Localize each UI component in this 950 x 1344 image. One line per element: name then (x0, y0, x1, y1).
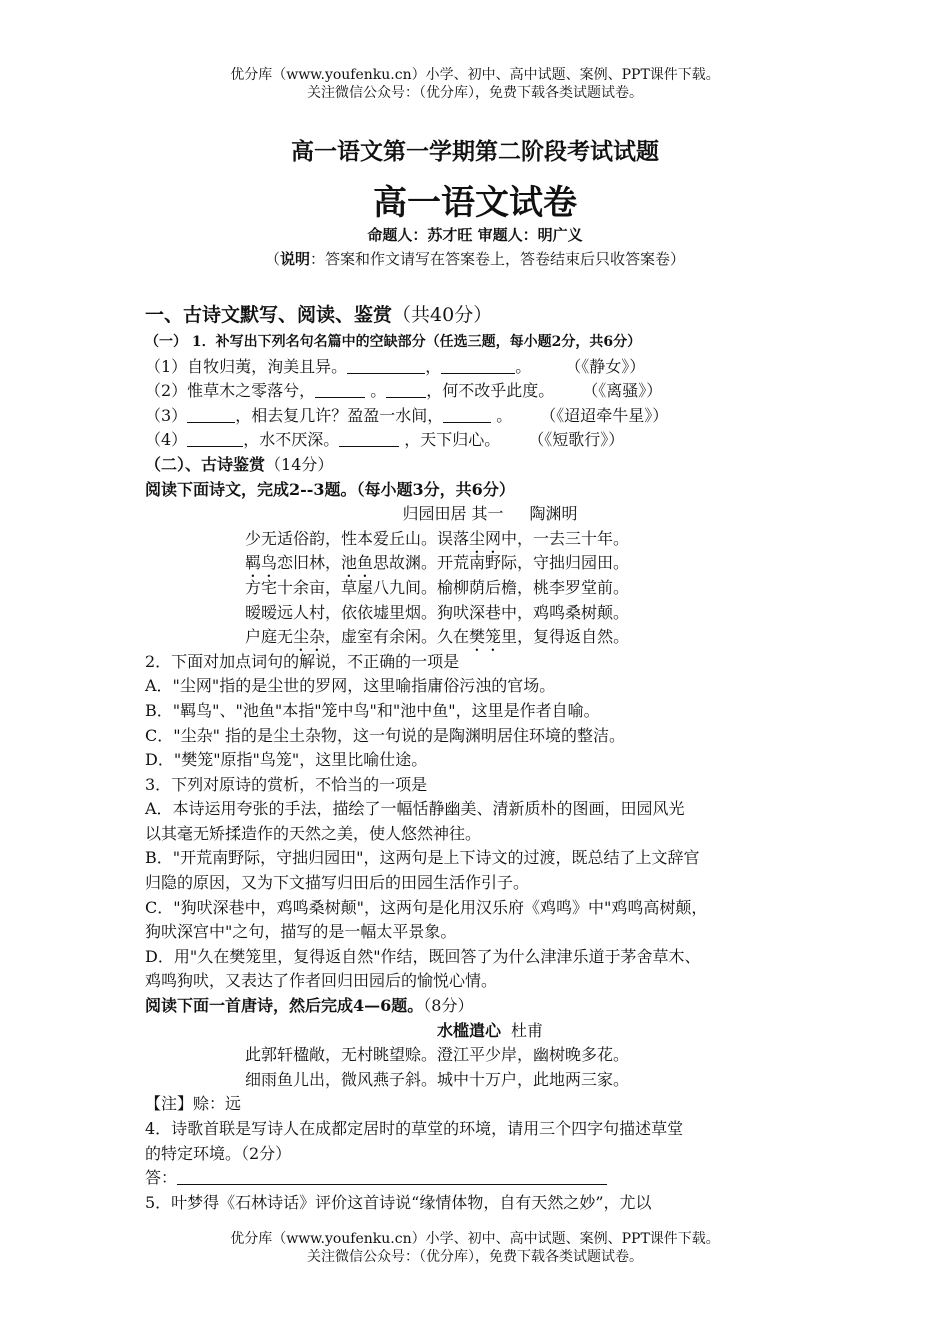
blank[interactable] (315, 381, 365, 398)
blank[interactable] (187, 406, 235, 423)
question-3-option-c: C．"狗吠深巷中，鸡鸣桑树颠"，这两句是化用汉乐府《鸡鸣》中"鸡鸣高树颠， (145, 897, 708, 917)
question-2-stem: 2．下面对加点词句的解说，不正确的一项是 (145, 651, 460, 671)
exam-title: 高一语文第一学期第二阶段考试试题 (291, 138, 659, 165)
question-3-option-d-cont: 鸡鸣狗吠，又表达了作者回归田园后的愉悦心情。 (145, 971, 498, 991)
reading-1-instruction: 阅读下面诗文，完成2--3题。（每小题3分，共6分） (145, 479, 515, 499)
fill-q3 (145, 404, 825, 429)
poem-2-line: 细雨鱼儿出，微风燕子斜。城中十万户，此地两三家。 (245, 1069, 630, 1089)
poem-text: 户庭无 (245, 627, 294, 647)
blank[interactable] (347, 357, 425, 374)
section-1-points: （共40分） (392, 304, 493, 326)
poem-1-title: 归园田居 其一 (402, 504, 504, 524)
question-2-option-a: A．"尘网"指的是尘世的罗网，这里喻指庸俗污浊的官场。 (145, 676, 556, 696)
fill-q3-end: 。 (491, 405, 513, 425)
blank[interactable] (441, 357, 515, 374)
fill-q1-text: （1）自牧归荑，洵美且异。 (145, 356, 348, 376)
poem-1-heading (145, 502, 825, 527)
question-3-option-b: B．"开荒南野际，守拙归园田"，这两句是上下诗文的过渡，既总结了上文辞官 (145, 848, 700, 868)
fill-q4-text: （4） (145, 430, 188, 450)
fill-q2-end: ，何不改乎此度。 (426, 381, 555, 401)
poem-2-note: 【注】赊：远 (145, 1094, 242, 1114)
dotted-word: 樊笼 (469, 627, 502, 647)
poem-2-author: 杜甫 (511, 1020, 544, 1040)
fill-q3-source: （《迢迢牵牛星》） (540, 405, 669, 425)
title-block (0, 135, 950, 271)
poem-1-line (145, 625, 825, 650)
page-header (0, 66, 950, 102)
question-2-option-d: D．"樊笼"原指"鸟笼"，这里比喻仕途。 (145, 750, 428, 770)
fill-q1-sep: ， (425, 356, 442, 376)
fill-q3-mid: ，相去复几许？盈盈一水间， (235, 405, 444, 425)
fill-q1 (145, 355, 825, 380)
dotted-word: 池鱼 (341, 553, 374, 573)
note-open: （ (264, 250, 280, 268)
fill-q1-end: 。 (515, 356, 532, 376)
part-2-title: （二）、古诗鉴赏 (145, 454, 266, 474)
fill-q4-source: （《短歌行》） (528, 430, 625, 450)
fill-q2-text: （2）惟草木之零落兮， (145, 381, 316, 401)
fill-q4-mid: ，水不厌深。 (243, 430, 340, 450)
fill-q3-text: （3） (145, 405, 188, 425)
part-2-heading (145, 453, 825, 478)
poem-2-line: 此郭轩楹敞，无村眺望赊。澄江平少岸，幽树晚多花。 (245, 1045, 630, 1065)
question-4-answer (145, 1166, 825, 1191)
poem-text: 少无适俗韵，性本爱丘山。误落 (245, 528, 470, 548)
answer-line[interactable] (177, 1168, 607, 1185)
part-1-instruction: （一） 1．补写出下列名句名篇中的空缺部分（任选三题，每小题2分，共6分） (145, 334, 642, 350)
fill-q2 (145, 379, 825, 404)
paper-title: 高一语文试卷 (373, 183, 577, 223)
question-3-option-a-cont: 以其毫无矫揉造作的天然之美，使人悠然神往。 (145, 823, 482, 843)
exam-content (145, 300, 825, 1215)
question-4-stem-cont: 的特定环境。（2分） (145, 1143, 292, 1163)
poem-1-line (145, 527, 825, 552)
header-line-2: 关注微信公众号：（优分库），免费下载各类试题试卷。 (307, 85, 643, 101)
blank[interactable] (386, 381, 426, 398)
fill-q1-source: （《静女》） (565, 356, 646, 376)
poem-1-line (145, 551, 825, 576)
question-3-option-c-cont: 狗吠深宫中"之句，描写的是一幅太平景象。 (145, 922, 457, 942)
fill-q2-source: （《离骚》） (582, 381, 663, 401)
blank[interactable] (443, 406, 491, 423)
blank[interactable] (339, 430, 399, 447)
dotted-word: 尘网 (469, 528, 502, 548)
part-2-points: （14分） (265, 454, 334, 474)
reading-2-instruction (145, 994, 825, 1019)
question-2-option-c: C．"尘杂" 指的是尘土杂物，这一句说的是陶渊明居住环境的整洁。 (145, 725, 626, 745)
fill-q4 (145, 428, 825, 453)
poem-2-title: 水槛遣心 (436, 1020, 501, 1040)
page-footer (0, 1230, 950, 1266)
section-1-heading (145, 300, 825, 330)
poem-text: 恋旧林， (277, 553, 342, 573)
question-3-stem: 3．下列对原诗的赏析，不恰当的一项是 (145, 774, 428, 794)
question-3-option-d: D．用"久在樊笼里，复得返自然"作结，既回答了为什么津津乐道于茅舍草木、 (145, 946, 701, 966)
dotted-word: 羁鸟 (245, 553, 278, 573)
footer-line-2: 关注微信公众号：（优分库），免费下载各类试题试卷。 (307, 1249, 643, 1265)
poem-1-line: 暧暧远人村，依依墟里烟。狗吠深巷中，鸡鸣桑树颠。 (245, 602, 630, 622)
fill-q4-end: ，天下归心。 (399, 430, 501, 450)
note-text: ：答案和作文请写在答案卷上，答卷结束后只收答案卷） (310, 250, 686, 268)
poem-text: ，虚室有余闲。久在 (325, 627, 470, 647)
poem-1-author: 陶渊明 (529, 504, 578, 524)
reading-2-points: （8分） (423, 996, 474, 1016)
section-1-title: 一、古诗文默写、阅读、鉴赏 (145, 304, 393, 326)
poem-text: 中，一去三十年。 (501, 528, 630, 548)
question-3-option-a: A．本诗运用夸张的手法，描绘了一幅恬静幽美、清新质朴的图画，田园风光 (145, 799, 685, 819)
dotted-word: 尘杂 (293, 627, 326, 647)
reading-2-text: 阅读下面一首唐诗，然后完成4—6题。 (145, 996, 424, 1016)
poem-2-heading (145, 1019, 825, 1044)
note-label: 说明 (279, 250, 310, 268)
fill-q2-sep: 。 (365, 381, 387, 401)
question-2-option-b: B．"羁鸟"、"池鱼"本指"笼中鸟"和"池中鱼"，这里是作者自喻。 (145, 700, 600, 720)
question-3-option-b-cont: 归隐的原因，又为下文描写归田后的田园生活作引子。 (145, 873, 530, 893)
poem-text: 思故渊。开荒南野际，守拙归园田。 (373, 553, 630, 573)
instruction-note (0, 247, 950, 271)
poem-text: 里，复得返自然。 (501, 627, 630, 647)
question-4-stem: 4．诗歌首联是写诗人在成都定居时的草堂的环境，请用三个四字句描述草堂 (145, 1119, 684, 1138)
footer-line-1: 优分库（www.youfenku.cn）小学、初中、高中试题、案例、PPT课件下载。 (230, 1231, 720, 1247)
blank[interactable] (187, 430, 243, 447)
question-5-stem: 5．叶梦得《石林诗话》评价这首诗说“缘情体物，自有天然之妙”，尤以 (145, 1192, 652, 1212)
poem-1-line: 方宅十余亩，草屋八九间。榆柳荫后檐，桃李罗堂前。 (245, 577, 630, 597)
answer-label: 答： (145, 1168, 178, 1188)
header-line-1: 优分库（www.youfenku.cn）小学、初中、高中试题、案例、PPT课件下载。 (230, 67, 720, 83)
authors-line: 命题人：苏才旺 审题人：明广义 (367, 226, 583, 244)
